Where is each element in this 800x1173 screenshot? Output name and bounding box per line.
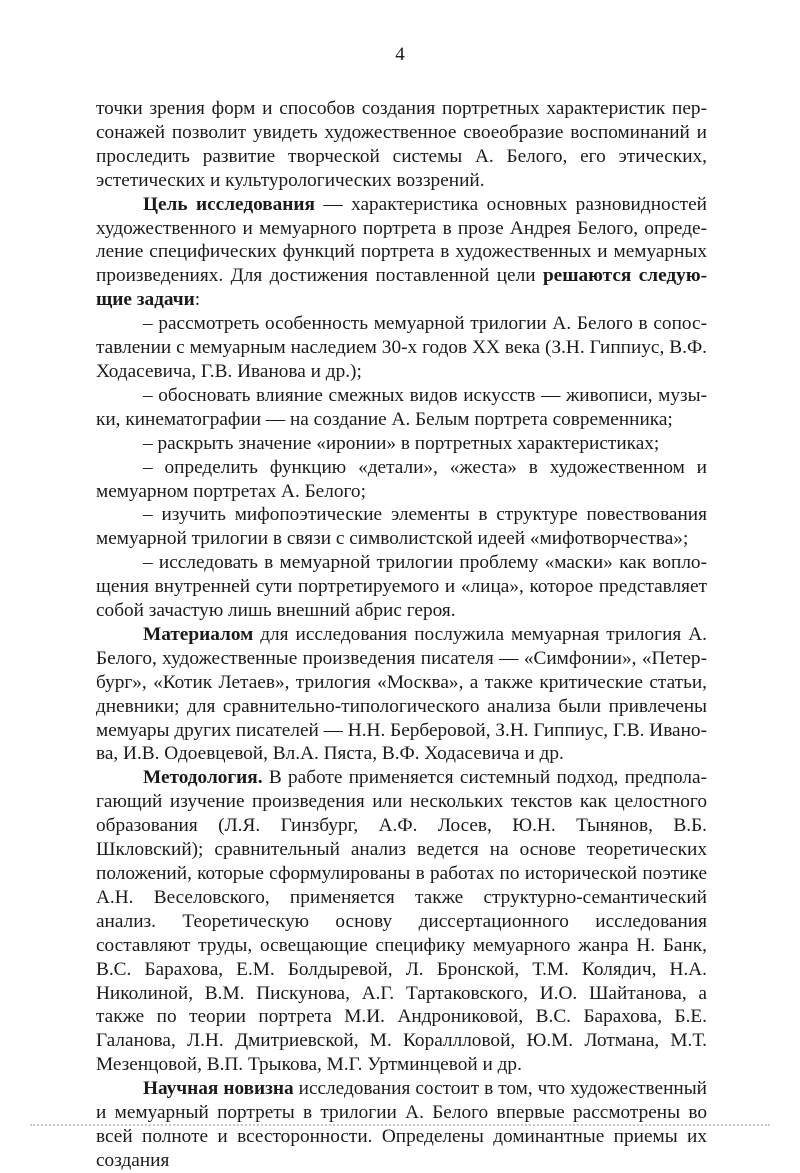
task-item: – раскрыть значение «иронии» в портретных характеристиках;	[143, 432, 660, 454]
methodology-heading: Методология.	[143, 767, 263, 789]
page-bottom-divider	[30, 1124, 770, 1126]
paragraph-intro-continuation: точки зрения форм и способов создания портретных характеристик персонажей позволит увидеть художественное своеобразие воспоминаний и проследить развитие творческой системы А. Белого, его этических, эстетических и культурологических воззрений.	[96, 98, 707, 191]
material-heading: Материалом	[143, 623, 254, 645]
task-item: – изучить мифопоэтические элементы в структуре повествования мемуарной трилогии в связи с символистской идеей «мифотворчества»;	[96, 504, 707, 550]
tasks-colon: :	[194, 289, 201, 311]
task-item: – исследовать в мемуарной трилогии проблему «маски» как воплощения внутренней сути портретируемого и «лица», которое представляет собой зачастую лишь внешний абрис героя.	[96, 552, 707, 622]
tasks-heading: решаются следующие задачи	[96, 265, 707, 311]
paragraph-material	[96, 623, 707, 766]
material-text: для исследования послужила мемуарная трилогия А. Белого, художественные произведения писателя — «Симфонии», «Петербург», «Котик Летаев», трилогия «Москва», а также критические статьи, дневники; для сравнительно-типологического анализа были привлечены мемуары других писателей — Н.Н. Берберовой, З.Н. Гиппиус, Г.В. Иванова, И.В. Одоевцевой, Вл.А. Пяста, В.Ф. Ходасевича и др.	[96, 623, 707, 765]
novelty-heading: Научная новизна	[143, 1078, 294, 1100]
task-item: – рассмотреть особенность мемуарной трилогии А. Белого в сопоставлении с мемуарным наследием 30-х годов XX века (З.Н. Гиппиус, В.Ф. Ходасевича, Г.В. Иванова и др.);	[96, 313, 707, 382]
paragraph-research-goal	[96, 193, 707, 313]
methodology-text: В работе применяется системный подход, предполагающий изучение произведения или нескольких текстов как целостного образования (Л.Я. Гинзбург, А.Ф. Лосев, Ю.Н. Тынянов, В.Б. Шкловский); сравнительный анализ ведется на основе теоретических положений, которые сформулированы в работах по исторической поэтике А.Н. Веселовского, применяется также структурно-семантический анализ. Теоретическую основу диссертационного исследования составляют труды, освещающие специфику мемуарного жанра Н. Банк, В.С. Барахова, Е.М. Болдыревой, Л. Бронской, Т.М. Колядич, Н.А. Николиной, В.М. Пискунова, А.Г. Тартаковского, И.О. Шайтанова, а также по теории портрета М.И. Андрониковой, В.С. Барахова, Б.Е. Галанова, Л.Н. Дмитриевской, М. Кораллловой, Ю.М. Лотмана, М.Т. Мезенцовой, В.П. Трыкова, М.Г. Уртминцевой и др.	[96, 767, 707, 1076]
research-goal-heading: Цель исследования	[143, 193, 315, 215]
research-goal-text: — характеристика основных разновидностей художественного и мемуарного портрета в прозе Андрея Белого, определение специфических функций портрета в художественных и мемуарных произведениях. Для достижения поставленной цели	[96, 193, 707, 287]
paragraph-methodology	[96, 766, 707, 1077]
document-body	[96, 97, 707, 1173]
task-item: – обосновать влияние смежных видов искусств — живописи, музыки, кинематографии — на создание А. Белым портрета современника;	[96, 384, 707, 430]
novelty-text: исследования состоит в том, что художественный и мемуарный портреты в трилогии А. Белого впервые рассмотрены во всей полноте и всесторонности. Определены доминантные приемы их создания	[96, 1078, 708, 1171]
task-item: – определить функцию «детали», «жеста» в художественном и мемуарном портретах А. Белого;	[96, 456, 707, 502]
page-number: 4	[395, 44, 405, 65]
